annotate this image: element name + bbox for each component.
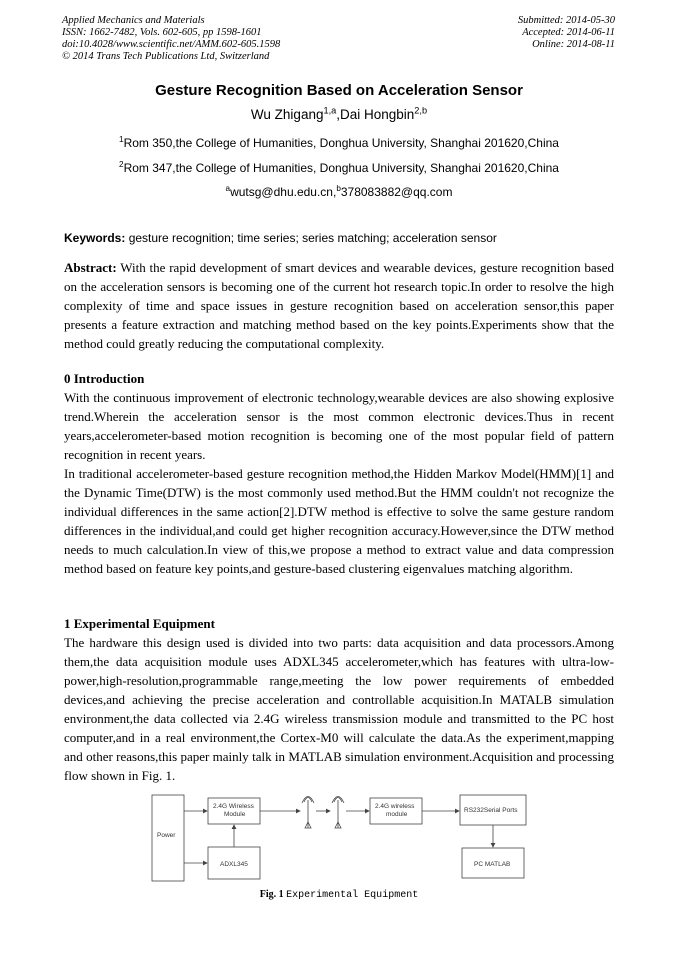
journal-copyright: © 2014 Trans Tech Publications Ltd, Switzerland: [62, 51, 270, 62]
affiliation-2-sup: 2: [119, 160, 124, 169]
email-b-sup: b: [336, 184, 341, 193]
keywords-label: Keywords:: [64, 231, 126, 245]
author-1: Wu Zhigang: [250, 107, 324, 122]
caption-label: Fig. 1: [259, 889, 284, 900]
wireless-module-2-label-1: 2.4G wireless: [375, 803, 415, 810]
abstract-text: With the rapid development of smart devices and wearable devices, gesture recognition based on the acceleration sensors is becoming one of the current hot research topic.In order to resolve the high complexity of time and space issues in gesture recognition based on acceleration sensor,this paper presents a feature extraction and matching method based on the key points.Experiments show that the method could greatly reducing the computational complexity.: [64, 260, 614, 351]
wireless-module-2-label-2: module: [386, 811, 408, 818]
wireless-module-1-label-1: 2.4G Wireless: [213, 803, 254, 810]
affiliation-1-text: Rom 350,the College of Humanities, Donghua University, Shanghai 201620,China: [123, 136, 559, 150]
adxl345-label: ADXL345: [220, 861, 248, 868]
caption-text: Experimental Equipment: [286, 890, 419, 901]
antenna-icon-2: [332, 797, 344, 829]
author-2-sup: 2,b: [414, 105, 428, 116]
journal-name: Applied Mechanics and Materials: [62, 15, 205, 26]
figure-1-diagram: [150, 790, 530, 886]
journal-info: [62, 15, 280, 63]
intro-heading: 0 Introduction: [64, 371, 145, 386]
email-line: [0, 185, 678, 199]
online-date: Online: 2014-08-11: [532, 39, 615, 50]
intro-paragraph-1: With the continuous improvement of electronic technology,wearable devices are also showing explosive trend.Wherein the acceleration sensor is the most common electronic devices.Thus in recent years,accelerometer-based motion recognition is becoming one of the most popular field of pattern recognition in recent years.: [64, 390, 614, 462]
email-a-sup: a: [225, 184, 231, 193]
affiliation-1-sup: 1: [119, 135, 124, 144]
accepted-date: Accepted: 2014-06-11: [522, 27, 615, 38]
abstract: [64, 258, 614, 353]
submitted-date: Submitted: 2014-05-30: [517, 15, 615, 26]
affiliation-1: [0, 136, 678, 150]
equipment-paragraph: The hardware this design used is divided into two parts: data acquisition and data processors.Among them,the data acquisition module uses ADXL345 accelerometer,which has features with ultra-low-power,high-resolution,programmable range,meeting the low power requirements of embedded devices,and achieving the precise acceleration and controllable acquisition.In MATALB simulation environment,the data collected via 2.4G wireless transmission module and transmitted to the PC host computer,and in a real environment,the Cortex-M0 will calculate the data.As the experiment,mapping and other reasons,this paper mainly talk in MATLAB simulation environment.Acquisition and processing flow shown in Fig. 1.: [64, 635, 614, 783]
figure-1-caption: [0, 889, 678, 901]
affiliation-2-text: Rom 347,the College of Humanities, Donghua University, Shanghai 201620,China: [123, 161, 559, 175]
affiliation-2: [0, 161, 678, 175]
email-a: wutsg@dhu.edu.cn,: [230, 185, 337, 199]
antenna-icon-1: [302, 797, 314, 829]
author-1-sup: 1,a: [323, 105, 337, 116]
paper-title: Gesture Recognition Based on Acceleration Sensor: [155, 82, 523, 99]
intro-paragraph-2: In traditional accelerometer-based gesture recognition method,the Hidden Markov Model(HMM)[1] and the Dynamic Time(DTW) is the most commonly used method.But the HMM couldn't not recognize the individual differences in the same action[2].DTW method is effective to solve the same gesture random differences in the individual,and could get higher recognition accuracy.However,since the DTW method needs to much calculation.In view of this,we propose a method to extract value and data compression method based on feature key points,and gesture-based clustering eigenvalues matching algorithm.: [64, 466, 614, 576]
journal-doi: doi:10.4028/www.scientific.net/AMM.602-605.1598: [62, 39, 281, 50]
pc-matlab-label: PC MATLAB: [474, 861, 511, 868]
journal-issn: ISSN: 1662-7482, Vols. 602-605, pp 1598-1601: [62, 27, 262, 38]
power-label: Power: [157, 832, 176, 839]
author-2: Dai Hongbin: [340, 107, 415, 122]
email-b: 378083882@qq.com: [340, 185, 453, 199]
serial-ports-label: RS232Serial Ports: [464, 807, 518, 814]
author-line: Wu Zhigang$^{1,a}$,Dai Hongbin$^{2,b}$: [250, 105, 428, 122]
abstract-label: Abstract:: [64, 260, 117, 275]
submission-dates: [518, 15, 615, 51]
keywords: [64, 231, 497, 245]
wireless-module-1-label-2: Module: [224, 811, 246, 818]
equipment-heading: 1 Experimental Equipment: [64, 616, 215, 631]
keywords-text: gesture recognition; time series; series matching; acceleration sensor: [125, 231, 497, 245]
